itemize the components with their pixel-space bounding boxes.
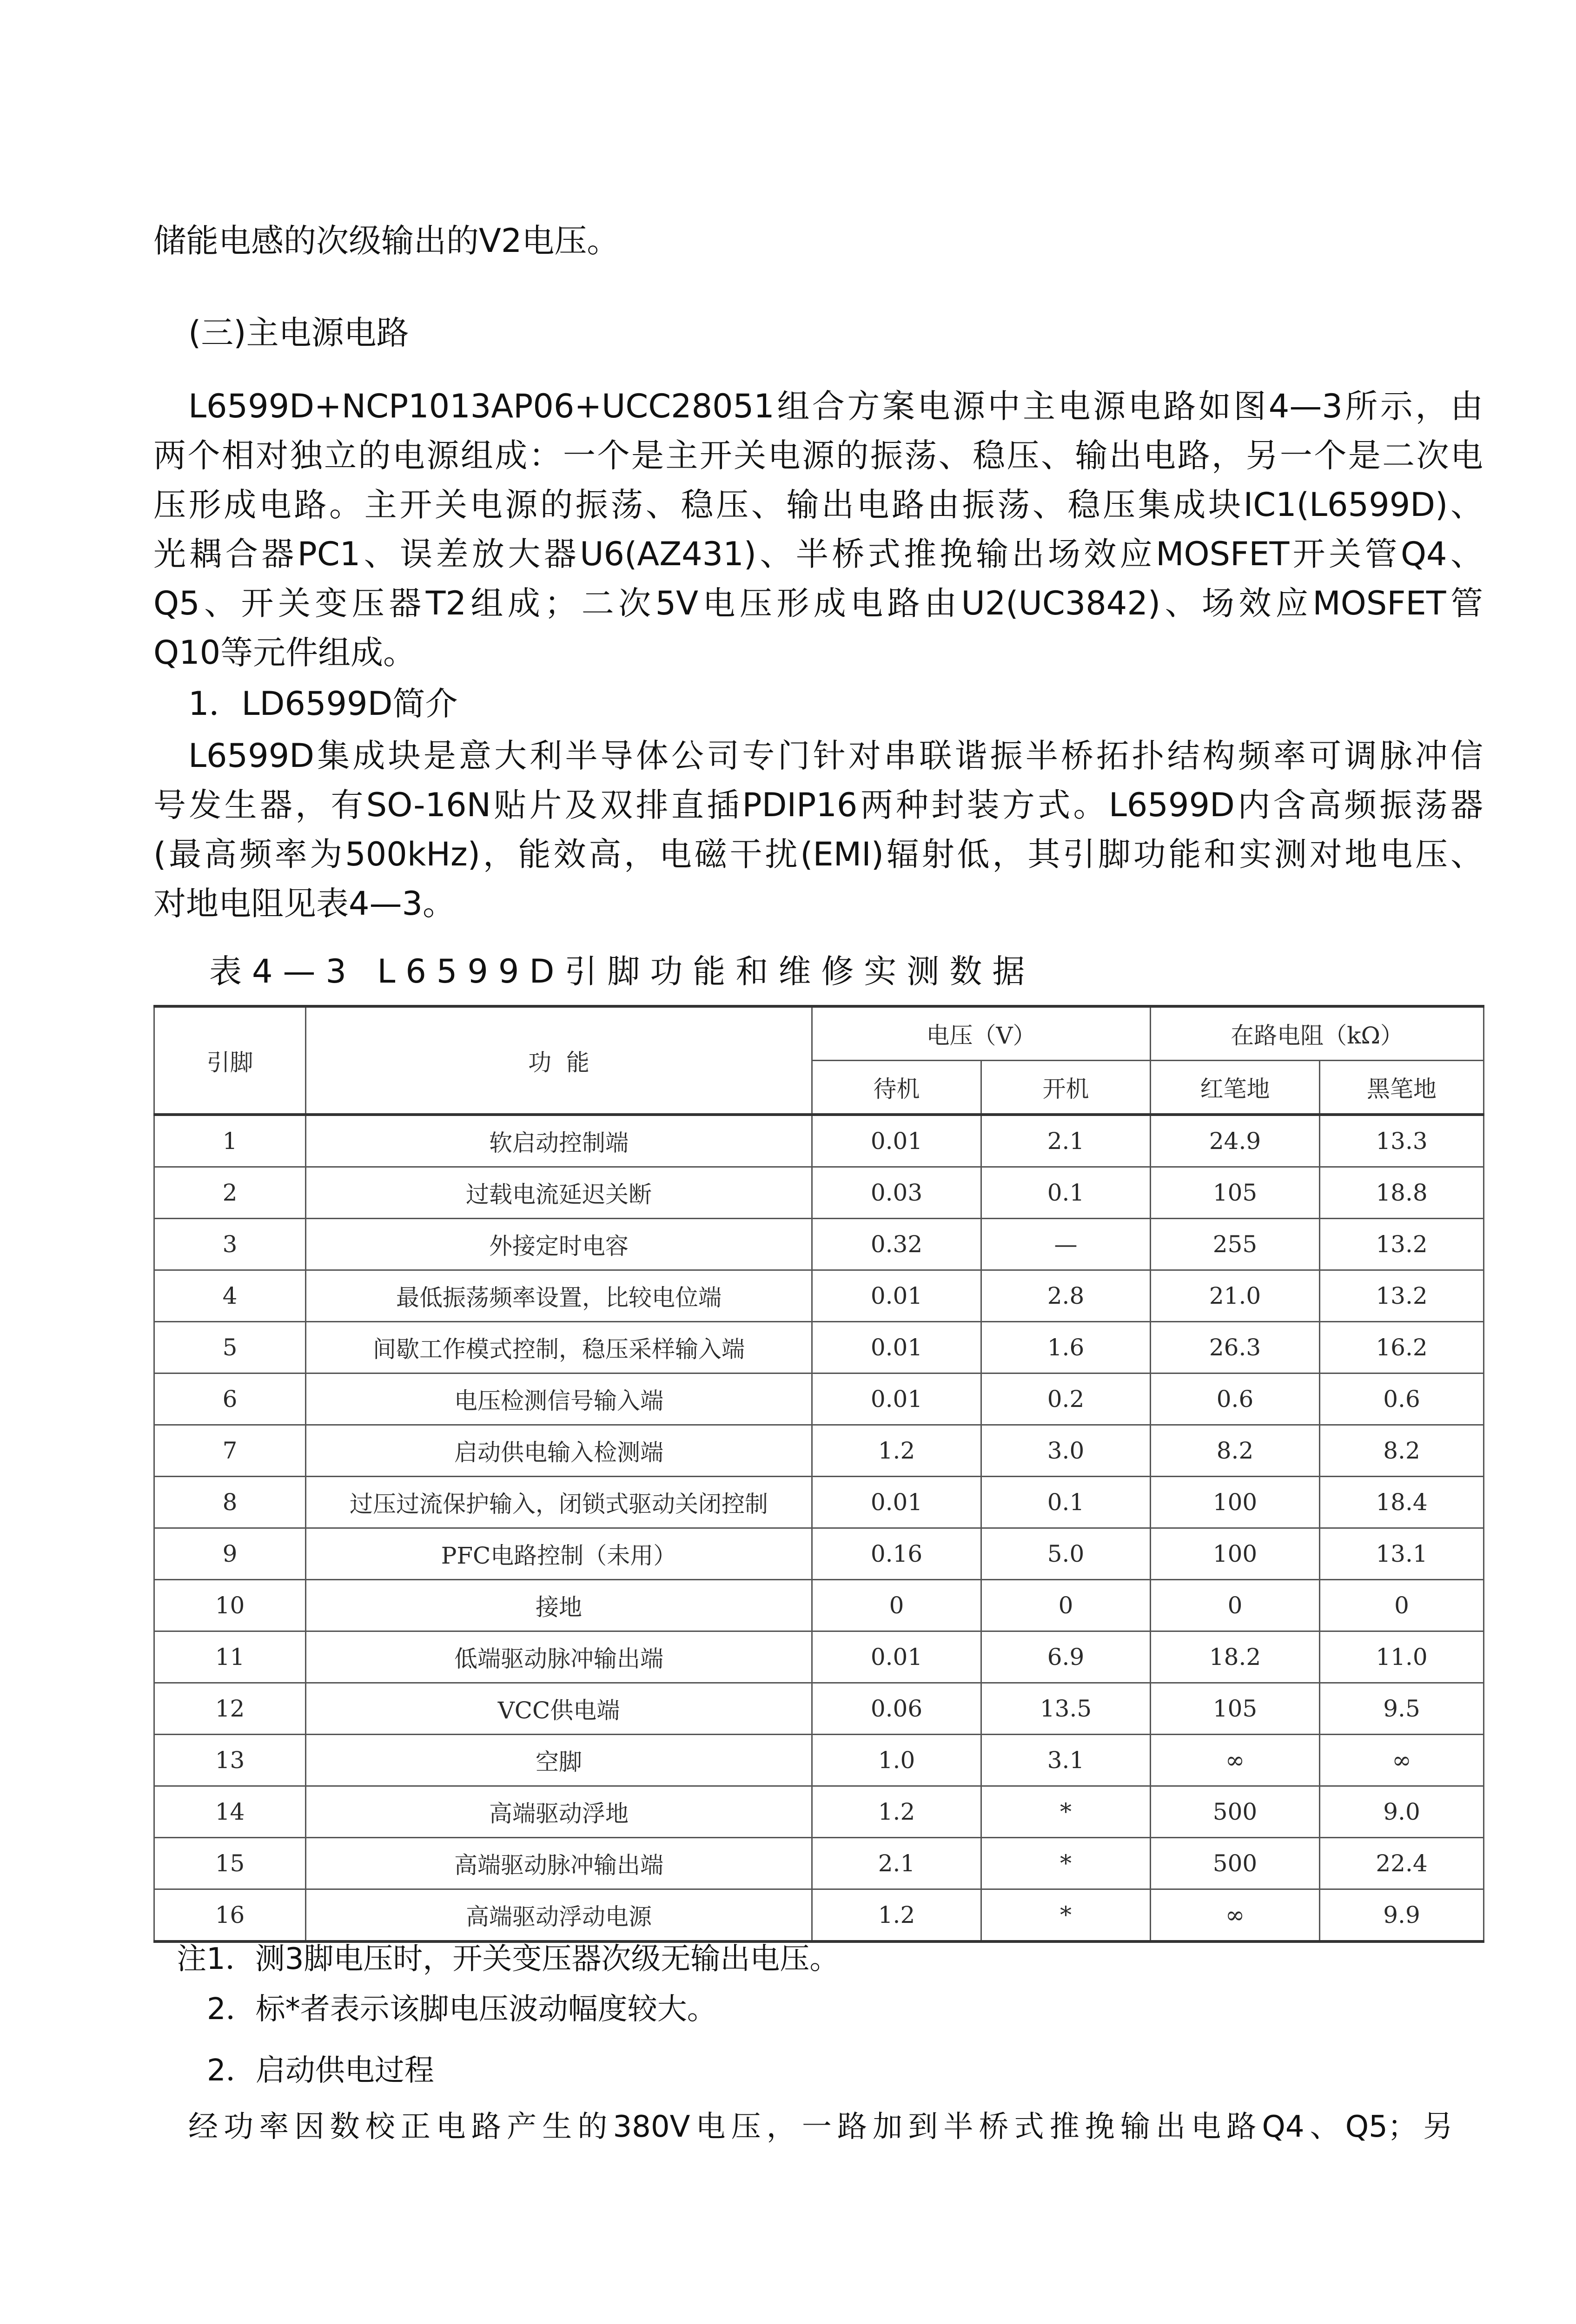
- cell-on: 6.9: [981, 1631, 1151, 1683]
- cell-on: 2.1: [981, 1115, 1151, 1167]
- cell-function: 最低振荡频率设置，比较电位端: [306, 1270, 812, 1322]
- header-pin: 引脚: [154, 1006, 306, 1115]
- cell-red: 18.2: [1151, 1631, 1320, 1683]
- cell-red: ∞: [1151, 1889, 1320, 1942]
- cell-black: 22.4: [1320, 1838, 1484, 1889]
- cell-black: 9.5: [1320, 1683, 1484, 1735]
- cell-standby: 0.32: [812, 1219, 981, 1270]
- paragraph-line: 经功率因数校正电路产生的380V电压，一路加到半桥式推挽输出电路Q4、Q5；另: [188, 2110, 1453, 2144]
- paragraph-line: L6599D+NCP1013AP06+UCC28051组合方案电源中主电源电路如图4—3所示，由: [188, 387, 1483, 425]
- cell-on: —: [981, 1219, 1151, 1270]
- cell-pin: 1: [154, 1115, 306, 1167]
- cell-function: 软启动控制端: [306, 1115, 812, 1167]
- cell-red: 21.0: [1151, 1270, 1320, 1322]
- table-row: [154, 1631, 1484, 1683]
- table-note-1: 注1．测3脚电压时，开关变压器次级无输出电压。: [177, 1942, 840, 1976]
- section-heading-main-power: (三)主电源电路: [188, 314, 409, 352]
- cell-red: 100: [1151, 1528, 1320, 1580]
- cell-standby: 0.01: [812, 1631, 981, 1683]
- cell-standby: 0.06: [812, 1683, 981, 1735]
- cell-red: 0: [1151, 1580, 1320, 1631]
- cell-pin: 5: [154, 1322, 306, 1373]
- cell-pin: 16: [154, 1889, 306, 1942]
- table-caption: 表4—3 L6599D引脚功能和维修实测数据: [209, 952, 1035, 990]
- cell-pin: 9: [154, 1528, 306, 1580]
- paragraph-line: 压形成电路。主开关电源的振荡、稳压、输出电路由振荡、稳压集成块IC1(L6599D)、: [153, 486, 1483, 524]
- cell-function: 高端驱动浮动电源: [306, 1889, 812, 1942]
- cell-standby: 2.1: [812, 1838, 981, 1889]
- paragraph-line: 储能电感的次级输出的V2电压。: [153, 222, 620, 260]
- cell-function: 高端驱动浮地: [306, 1786, 812, 1838]
- subsection-heading-ld6599d: 1．LD6599D简介: [188, 685, 458, 723]
- table-row: [154, 1115, 1484, 1167]
- pin-function-table: [153, 1005, 1484, 1943]
- cell-standby: 1.2: [812, 1425, 981, 1477]
- cell-black: 0: [1320, 1580, 1484, 1631]
- cell-function: 接地: [306, 1580, 812, 1631]
- paragraph-line: 号发生器，有SO-16N贴片及双排直插PDIP16两种封装方式。L6599D内含高频振荡器: [153, 786, 1483, 824]
- paragraph-line: Q5、开关变压器T2组成；二次5V电压形成电路由U2(UC3842)、场效应MOSFET管: [153, 584, 1483, 622]
- subsection-heading-startup-supply: 2．启动供电过程: [207, 2053, 434, 2088]
- cell-pin: 12: [154, 1683, 306, 1735]
- header-resistance: 在路电阻（kΩ）: [1151, 1006, 1484, 1061]
- cell-black: 13.1: [1320, 1528, 1484, 1580]
- cell-red: ∞: [1151, 1735, 1320, 1786]
- cell-black: 13.3: [1320, 1115, 1484, 1167]
- cell-black: 16.2: [1320, 1322, 1484, 1373]
- header-standby: 待机: [812, 1061, 981, 1115]
- table-row: [154, 1219, 1484, 1270]
- cell-black: 13.2: [1320, 1219, 1484, 1270]
- header-black-probe: 黑笔地: [1320, 1061, 1484, 1115]
- cell-black: ∞: [1320, 1735, 1484, 1786]
- cell-function: PFC电路控制（未用）: [306, 1528, 812, 1580]
- cell-pin: 2: [154, 1167, 306, 1219]
- cell-red: 26.3: [1151, 1322, 1320, 1373]
- cell-on: *: [981, 1838, 1151, 1889]
- table-note-2: 2．标*者表示该脚电压波动幅度较大。: [207, 1992, 717, 2027]
- cell-standby: 0.03: [812, 1167, 981, 1219]
- cell-red: 0.6: [1151, 1373, 1320, 1425]
- cell-red: 500: [1151, 1838, 1320, 1889]
- cell-pin: 7: [154, 1425, 306, 1477]
- table-row: [154, 1683, 1484, 1735]
- table-row: [154, 1786, 1484, 1838]
- cell-pin: 8: [154, 1477, 306, 1528]
- table-row: [154, 1477, 1484, 1528]
- header-function: 功 能: [306, 1006, 812, 1115]
- cell-standby: 0.01: [812, 1270, 981, 1322]
- cell-standby: 1.0: [812, 1735, 981, 1786]
- cell-standby: 0.01: [812, 1322, 981, 1373]
- table-row: [154, 1167, 1484, 1219]
- cell-black: 0.6: [1320, 1373, 1484, 1425]
- cell-pin: 11: [154, 1631, 306, 1683]
- table-row: [154, 1889, 1484, 1942]
- cell-black: 18.4: [1320, 1477, 1484, 1528]
- cell-black: 9.0: [1320, 1786, 1484, 1838]
- paragraph-line: 对地电阻见表4—3。: [153, 885, 456, 923]
- cell-red: 100: [1151, 1477, 1320, 1528]
- cell-pin: 6: [154, 1373, 306, 1425]
- table-row: [154, 1838, 1484, 1889]
- paragraph-line: 光耦合器PC1、误差放大器U6(AZ431)、半桥式推挽输出场效应MOSFET开关管Q4、: [153, 535, 1483, 573]
- cell-on: 3.1: [981, 1735, 1151, 1786]
- cell-on: 0.1: [981, 1167, 1151, 1219]
- cell-on: 3.0: [981, 1425, 1151, 1477]
- cell-pin: 3: [154, 1219, 306, 1270]
- table-row: [154, 1322, 1484, 1373]
- cell-red: 255: [1151, 1219, 1320, 1270]
- cell-on: *: [981, 1889, 1151, 1942]
- cell-on: 0: [981, 1580, 1151, 1631]
- cell-black: 11.0: [1320, 1631, 1484, 1683]
- cell-on: 13.5: [981, 1683, 1151, 1735]
- cell-standby: 0.16: [812, 1528, 981, 1580]
- cell-pin: 15: [154, 1838, 306, 1889]
- header-on: 开机: [981, 1061, 1151, 1115]
- paragraph-line: L6599D集成块是意大利半导体公司专门针对串联谐振半桥拓扑结构频率可调脉冲信: [188, 737, 1483, 775]
- cell-pin: 14: [154, 1786, 306, 1838]
- cell-standby: 0.01: [812, 1115, 981, 1167]
- header-red-probe: 红笔地: [1151, 1061, 1320, 1115]
- cell-function: 过压过流保护输入，闭锁式驱动关闭控制: [306, 1477, 812, 1528]
- cell-function: 空脚: [306, 1735, 812, 1786]
- cell-black: 13.2: [1320, 1270, 1484, 1322]
- cell-black: 18.8: [1320, 1167, 1484, 1219]
- cell-pin: 13: [154, 1735, 306, 1786]
- cell-function: 过载电流延迟关断: [306, 1167, 812, 1219]
- paragraph-line: Q10等元件组成。: [153, 634, 416, 672]
- cell-red: 105: [1151, 1167, 1320, 1219]
- cell-function: 高端驱动脉冲输出端: [306, 1838, 812, 1889]
- cell-red: 24.9: [1151, 1115, 1320, 1167]
- header-voltage: 电压（V）: [812, 1006, 1151, 1061]
- cell-on: 5.0: [981, 1528, 1151, 1580]
- cell-on: 0.2: [981, 1373, 1151, 1425]
- cell-function: VCC供电端: [306, 1683, 812, 1735]
- cell-function: 间歇工作模式控制，稳压采样输入端: [306, 1322, 812, 1373]
- cell-on: 0.1: [981, 1477, 1151, 1528]
- table-row: [154, 1270, 1484, 1322]
- cell-red: 105: [1151, 1683, 1320, 1735]
- cell-black: 9.9: [1320, 1889, 1484, 1942]
- cell-standby: 0: [812, 1580, 981, 1631]
- cell-red: 8.2: [1151, 1425, 1320, 1477]
- cell-black: 8.2: [1320, 1425, 1484, 1477]
- table-row: [154, 1373, 1484, 1425]
- cell-standby: 0.01: [812, 1373, 981, 1425]
- table-row: [154, 1735, 1484, 1786]
- cell-on: *: [981, 1786, 1151, 1838]
- cell-standby: 1.2: [812, 1786, 981, 1838]
- cell-function: 低端驱动脉冲输出端: [306, 1631, 812, 1683]
- cell-red: 500: [1151, 1786, 1320, 1838]
- table-row: [154, 1528, 1484, 1580]
- paragraph-line: (最高频率为500kHz)，能效高，电磁干扰(EMI)辐射低，其引脚功能和实测对地电压、: [153, 835, 1483, 873]
- cell-pin: 10: [154, 1580, 306, 1631]
- cell-standby: 0.01: [812, 1477, 981, 1528]
- cell-on: 1.6: [981, 1322, 1151, 1373]
- cell-function: 外接定时电容: [306, 1219, 812, 1270]
- table-row: [154, 1425, 1484, 1477]
- paragraph-line: 两个相对独立的电源组成：一个是主开关电源的振荡、稳压、输出电路，另一个是二次电: [153, 436, 1483, 475]
- cell-on: 2.8: [981, 1270, 1151, 1322]
- cell-standby: 1.2: [812, 1889, 981, 1942]
- cell-function: 启动供电输入检测端: [306, 1425, 812, 1477]
- cell-pin: 4: [154, 1270, 306, 1322]
- table-row: [154, 1580, 1484, 1631]
- cell-function: 电压检测信号输入端: [306, 1373, 812, 1425]
